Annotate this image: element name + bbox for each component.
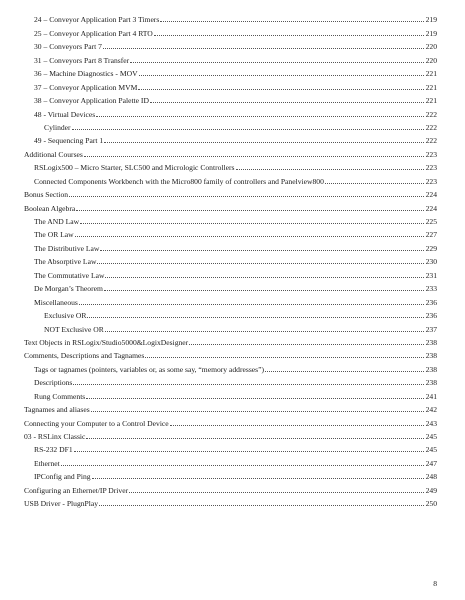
toc-entry-page: 248	[425, 472, 437, 482]
toc-dot-leader	[236, 169, 425, 170]
toc-entry[interactable]	[24, 348, 437, 361]
toc-dot-leader	[139, 75, 424, 76]
toc-entry-page: 250	[425, 499, 437, 509]
page-number: 8	[433, 579, 437, 588]
toc-dot-leader	[72, 129, 424, 130]
toc-entry[interactable]	[24, 267, 437, 280]
toc-dot-leader	[154, 35, 424, 36]
toc-entry-title: The AND Law	[34, 217, 80, 226]
toc-entry-title: 36 – Machine Diagnostics - MOV	[34, 69, 138, 79]
toc-entry-title: The Distributive Law	[34, 243, 100, 253]
toc-entry-title: Additional Courses	[24, 149, 83, 159]
toc-dot-leader	[104, 142, 424, 143]
toc-entry[interactable]	[24, 388, 437, 401]
toc-entry-page: 229	[425, 243, 437, 253]
toc-entry[interactable]	[24, 281, 437, 294]
toc-entry-title: Boolean Algebra	[24, 203, 76, 213]
toc-entry[interactable]	[24, 146, 437, 159]
toc-entry[interactable]	[24, 455, 437, 468]
toc-entry-title: RS-232 DF1	[34, 445, 73, 455]
toc-dot-leader	[69, 196, 424, 197]
toc-dot-leader	[79, 304, 424, 305]
toc-entry-title: Configuring an Ethernet/IP Driver	[24, 485, 129, 495]
toc-dot-leader	[170, 425, 424, 426]
toc-dot-leader	[138, 89, 424, 90]
toc-entry-title: Rung Comments	[34, 391, 86, 401]
toc-entry-page: 236	[425, 311, 437, 321]
toc-dot-leader	[86, 398, 424, 399]
toc-entry[interactable]	[24, 52, 437, 65]
toc-entry-title: Tagnames and aliases	[24, 405, 90, 415]
toc-dot-leader	[86, 438, 424, 439]
toc-entry[interactable]	[24, 25, 437, 38]
toc-entry-page: 233	[425, 284, 437, 294]
toc-entry[interactable]	[24, 93, 437, 106]
toc-entry[interactable]	[24, 160, 437, 173]
toc-dot-leader	[100, 250, 424, 251]
toc-entry[interactable]	[24, 133, 437, 146]
toc-entry-title: 03 - RSLinx Classic	[24, 432, 86, 441]
toc-entry-title: Tags or tagnames (pointers, variables or, as some say, “memory addresses”)	[34, 364, 264, 374]
toc-entry-title: 38 – Conveyor Application Palette ID	[34, 96, 149, 106]
toc-entry[interactable]	[24, 294, 437, 307]
toc-dot-leader	[76, 210, 424, 211]
toc-entry-title: Connecting your Computer to a Control Device	[24, 418, 169, 428]
toc-dot-leader	[104, 290, 424, 291]
toc-dot-leader	[150, 102, 424, 103]
toc-entry-page: 221	[425, 69, 437, 79]
toc-entry-title: Connected Components Workbench with the Micro800 family of controllers and Panelview800	[34, 176, 324, 186]
toc-entry-title: 48 - Virtual Devices	[34, 109, 96, 119]
toc-dot-leader	[105, 277, 424, 278]
toc-dot-leader	[87, 317, 424, 318]
toc-entry[interactable]	[24, 187, 437, 200]
toc-dot-leader	[91, 411, 424, 412]
toc-dot-leader	[73, 384, 424, 385]
toc-entry-title: The OR Law	[34, 230, 74, 240]
toc-entry[interactable]	[24, 442, 437, 455]
toc-entry-title: Exclusive OR	[44, 311, 87, 321]
toc-entry[interactable]	[24, 173, 437, 186]
toc-entry-page: 241	[425, 391, 437, 401]
toc-entry-title: 37 – Conveyor Application MVM	[34, 82, 138, 92]
toc-entry[interactable]	[24, 79, 437, 92]
toc-entry-page: 238	[425, 351, 437, 361]
toc-dot-leader	[92, 478, 424, 479]
toc-entry-title: Cylinder	[44, 122, 71, 132]
toc-entry[interactable]	[24, 429, 437, 442]
toc-dot-leader	[96, 116, 424, 117]
toc-entry-page: 222	[425, 122, 437, 132]
toc-entry-title: 25 – Conveyor Application Part 4 RTO	[34, 28, 153, 38]
toc-entry-title: NOT Exclusive OR	[44, 324, 104, 334]
toc-dot-leader	[97, 263, 424, 264]
toc-entry[interactable]	[24, 321, 437, 334]
toc-dot-leader	[145, 357, 424, 358]
toc-entry-page: 223	[425, 163, 437, 173]
toc-entry-title: The Commutative Law	[34, 270, 105, 280]
toc-entry-page: 243	[425, 418, 437, 428]
toc-entry[interactable]	[24, 106, 437, 119]
toc-dot-leader	[103, 48, 424, 49]
toc-entry[interactable]	[24, 402, 437, 415]
toc-dot-leader	[189, 344, 424, 345]
toc-entry-title: Text Objects in RSLogix/Studio5000&LogixDesigner	[24, 337, 189, 347]
toc-entry-title: 49 - Sequencing Part 1	[34, 136, 104, 146]
toc-dot-leader	[84, 156, 424, 157]
toc-entry[interactable]	[24, 415, 437, 428]
toc-entry[interactable]	[24, 469, 437, 482]
toc-dot-leader	[75, 236, 424, 237]
toc-entry-page: 221	[425, 82, 437, 92]
toc-entry-title: IPConfig and Ping	[34, 472, 91, 482]
toc-entry[interactable]	[24, 12, 437, 25]
toc-entry[interactable]	[24, 200, 437, 213]
toc-entry-page: 223	[425, 176, 437, 186]
toc-dot-leader	[129, 492, 424, 493]
toc-dot-leader	[160, 21, 424, 22]
toc-dot-leader	[61, 465, 424, 466]
toc-entry[interactable]	[24, 482, 437, 495]
toc-entry-page: 224	[425, 203, 437, 213]
toc-entry[interactable]	[24, 240, 437, 253]
toc-dot-leader	[74, 451, 424, 452]
toc-entry-page: 237	[425, 324, 437, 334]
toc-entry-page: 238	[425, 364, 437, 374]
toc-dot-leader	[130, 62, 424, 63]
toc-entry-title: USB Driver - PlugnPlay	[24, 499, 99, 509]
toc-entry[interactable]	[24, 254, 437, 267]
toc-entry-title: RSLogix500 – Micro Starter, SLC500 and Micrologic Controllers	[34, 163, 235, 173]
toc-entry-page: 222	[425, 136, 437, 146]
toc-entry-title: Descriptions	[34, 378, 73, 388]
toc-entry-page: 238	[425, 337, 437, 347]
toc-entry-title: 30 – Conveyors Part 7	[34, 42, 102, 52]
toc-entry-title: Comments, Descriptions and Tagnames	[24, 351, 145, 361]
toc-entry-page: 242	[425, 405, 437, 415]
toc-dot-leader	[325, 183, 424, 184]
toc-entry[interactable]	[24, 120, 437, 133]
toc-entry-page: 227	[425, 230, 437, 240]
toc-entry[interactable]	[24, 214, 437, 227]
toc-entry[interactable]	[24, 496, 437, 509]
toc-entry-title: Bonus Section	[24, 190, 69, 200]
toc-entry[interactable]	[24, 335, 437, 348]
toc-entry-page: 223	[425, 149, 437, 159]
toc-dot-leader	[265, 371, 424, 372]
toc-entry-page: 230	[425, 257, 437, 267]
toc-entry-page: 219	[425, 28, 437, 38]
table-of-contents	[24, 12, 437, 509]
toc-dot-leader	[80, 223, 424, 224]
toc-entry-page: 222	[425, 109, 437, 119]
toc-entry[interactable]	[24, 227, 437, 240]
toc-entry-page: 238	[425, 378, 437, 388]
toc-entry-page: 247	[425, 458, 437, 468]
toc-entry[interactable]	[24, 39, 437, 52]
toc-entry-page: 220	[425, 55, 437, 65]
toc-entry[interactable]	[24, 308, 437, 321]
toc-entry[interactable]	[24, 361, 437, 374]
toc-entry-page: 245	[425, 432, 437, 441]
toc-dot-leader	[99, 505, 424, 506]
toc-entry-page: 225	[425, 217, 437, 226]
toc-dot-leader	[105, 331, 424, 332]
toc-entry-page: 224	[425, 190, 437, 200]
toc-entry-page: 220	[425, 42, 437, 52]
toc-entry-title: Miscellaneous	[34, 297, 78, 307]
toc-entry-title: De Morgan’s Theorem	[34, 284, 103, 294]
toc-entry-page: 249	[425, 485, 437, 495]
toc-entry-title: 31 – Conveyors Part 8 Transfer	[34, 55, 130, 65]
toc-entry[interactable]	[24, 66, 437, 79]
toc-entry-title: Ethernet	[34, 458, 60, 468]
toc-entry-page: 236	[425, 297, 437, 307]
toc-entry-page: 221	[425, 96, 437, 106]
toc-entry[interactable]	[24, 375, 437, 388]
toc-entry-page: 219	[425, 15, 437, 25]
toc-entry-page: 231	[425, 270, 437, 280]
toc-entry-title: 24 – Conveyor Application Part 3 Timers	[34, 15, 160, 25]
toc-entry-title: The Absorptive Law	[34, 257, 97, 267]
toc-entry-page: 245	[425, 445, 437, 455]
